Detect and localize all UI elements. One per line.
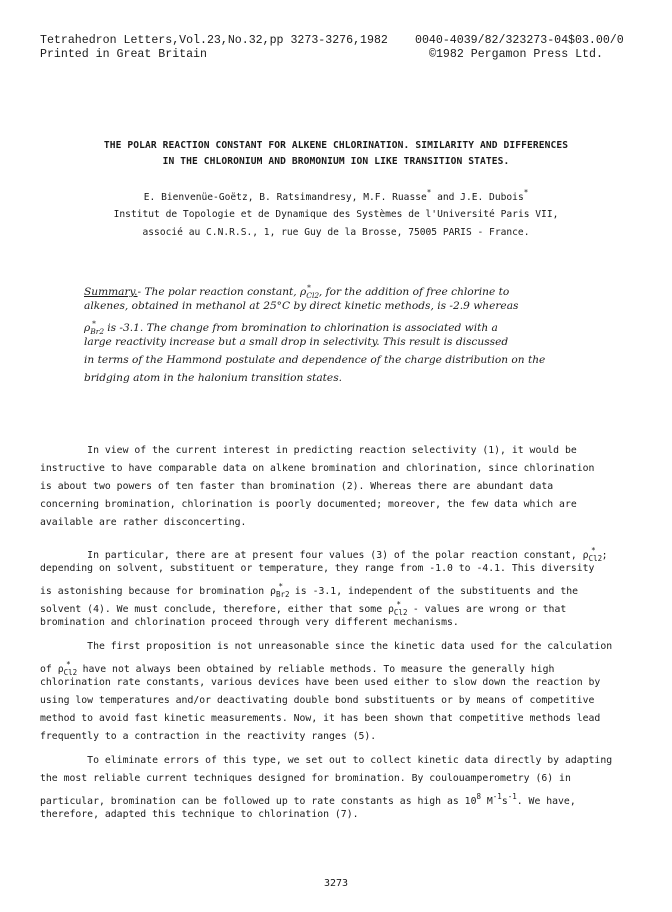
superscript: -1 bbox=[492, 792, 502, 801]
author-star: * bbox=[523, 188, 529, 197]
subscript: Cl2 bbox=[306, 291, 320, 300]
para-2-line-4 bbox=[40, 599, 640, 619]
para-text: . We have, bbox=[516, 796, 576, 807]
para-text: - values are wrong or that bbox=[406, 604, 567, 615]
para-text: M bbox=[480, 796, 493, 807]
copyright-notice: ©1982 Pergamon Press Ltd. bbox=[429, 48, 603, 61]
para-4-line-2: the most reliable current techniques designed for bromination. By coulouamperometry (6) in bbox=[40, 773, 571, 784]
para-text: is -3.1, independent of the substituents and the bbox=[289, 586, 579, 597]
para-1-line-2: instructive to have comparable data on alkene bromination and chlorination, since chlorination bbox=[40, 463, 595, 474]
superscript: * bbox=[92, 319, 96, 328]
summary-line-6: bridging atom in the halonium transition states. bbox=[84, 372, 343, 384]
para-3-line-5: method to avoid fast kinetic measurements. Now, it has been shown that competitive methods lead bbox=[40, 713, 601, 724]
subscript: Br2 bbox=[275, 590, 290, 599]
rho-symbol: ρ bbox=[582, 550, 589, 561]
superscript: 8 bbox=[476, 792, 481, 801]
para-1-line-4: concerning bromination, chlorination is poorly documented; moreover, the few data which are bbox=[40, 499, 577, 510]
page-number: 3273 bbox=[323, 878, 349, 889]
author-star: * bbox=[426, 188, 432, 197]
para-1-line-1: In view of the current interest in predicting reaction selectivity (1), it would be bbox=[40, 445, 577, 456]
rho-symbol: ρ bbox=[57, 664, 64, 675]
para-3-line-4: using low temperatures and/or deactivating double bond substituents or by means of competitive bbox=[40, 695, 595, 706]
para-2-line-3 bbox=[40, 581, 640, 601]
summary-label: Summary. bbox=[84, 286, 138, 298]
subscript: Br2 bbox=[90, 327, 105, 336]
para-text: particular, bromination can be followed up to rate constants as high as 10 bbox=[40, 796, 477, 807]
subscript: Cl2 bbox=[63, 668, 78, 677]
para-2-line-5: bromination and chlorination proceed through very different mechanisms. bbox=[40, 617, 459, 628]
para-4-line-3 bbox=[40, 791, 640, 808]
superscript: -1 bbox=[507, 792, 517, 801]
authors-part-1: E. Bienvenüe-Goëtz, B. Ratsimandresy, M.F. Ruasse bbox=[143, 192, 427, 203]
paper-title-line-2: IN THE CHLORONIUM AND BROMONIUM ION LIKE TRANSITION STATES. bbox=[162, 156, 510, 167]
superscript: * bbox=[396, 600, 401, 609]
para-2-line-1 bbox=[40, 545, 640, 565]
summary-text: , for the addition of free chlorine to bbox=[318, 286, 510, 298]
para-text: have not always been obtained by reliable methods. To measure the generally high bbox=[76, 664, 555, 675]
journal-citation: Tetrahedron Letters,Vol.23,No.32,pp 3273-3276,1982 bbox=[40, 34, 388, 47]
para-text: In particular, there are at present four values (3) of the polar reaction constant, bbox=[40, 550, 577, 561]
para-text: is astonishing because for bromination bbox=[40, 586, 265, 597]
paper-title-line-1: THE POLAR REACTION CONSTANT FOR ALKENE CHLORINATION. SIMILARITY AND DIFFERENCES bbox=[103, 140, 569, 151]
summary-line-4: large reactivity increase but a small drop in selectivity. This result is discussed bbox=[84, 336, 509, 348]
para-1-line-5: available are rather disconcerting. bbox=[40, 517, 247, 528]
para-1-line-3: is about two powers of ten faster than bromination (2). Whereas there are abundant data bbox=[40, 481, 554, 492]
printed-location: Printed in Great Britain bbox=[40, 48, 207, 61]
issn-code: 0040-4039/82/323273-04$03.00/0 bbox=[415, 34, 624, 47]
para-4-line-4: therefore, adapted this technique to chlorination (7). bbox=[40, 809, 359, 820]
para-4-line-1: To eliminate errors of this type, we set out to collect kinetic data directly by adapting bbox=[40, 755, 613, 766]
para-text: of bbox=[40, 664, 52, 675]
summary-text: - The polar reaction constant, ρ bbox=[137, 286, 307, 298]
affiliation-line-1: Institut de Topologie et de Dynamique des Systèmes de l'Université Paris VII, bbox=[113, 209, 559, 220]
summary-line-5: in terms of the Hammond postulate and dependence of the charge distribution on the bbox=[84, 354, 546, 366]
para-3-line-1: The first proposition is not unreasonable since the kinetic data used for the calculation bbox=[40, 641, 613, 652]
subscript: Cl2 bbox=[393, 608, 408, 617]
summary-text: is -3.1. The change from bromination to chlorination is associated with a bbox=[103, 322, 498, 334]
superscript: * bbox=[591, 546, 596, 555]
rho-symbol: ρ bbox=[388, 604, 394, 615]
para-2-line-2: depending on solvent, substituent or temperature, they range from -1.0 to -4.1. This diversity bbox=[40, 563, 595, 574]
para-3-line-3: chlorination rate constants, various devices have been used either to slow down the reaction by bbox=[40, 677, 601, 688]
superscript: * bbox=[66, 660, 71, 669]
para-text: solvent (4). We must conclude, therefore, either that some bbox=[40, 604, 383, 615]
summary-line-2: alkenes, obtained in methanol at 25°C by direct kinetic methods, is -2.9 whereas bbox=[84, 300, 519, 312]
authors-part-2: and J.E. Dubois bbox=[437, 192, 524, 203]
superscript: * bbox=[278, 582, 284, 591]
summary-text: ρ bbox=[84, 322, 91, 334]
affiliation-line-2: associé au C.N.R.S., 1, rue Guy de la Brosse, 75005 PARIS - France. bbox=[142, 227, 530, 238]
superscript: * bbox=[307, 283, 311, 292]
para-3-line-6: frequently to a contraction in the reactivity ranges (5). bbox=[40, 731, 377, 742]
para-text: s bbox=[501, 796, 508, 807]
author-list bbox=[0, 186, 672, 204]
para-text: ; bbox=[601, 550, 608, 561]
para-3-line-2 bbox=[40, 659, 640, 679]
subscript: Cl2 bbox=[588, 554, 603, 563]
rho-symbol: ρ bbox=[270, 586, 276, 597]
